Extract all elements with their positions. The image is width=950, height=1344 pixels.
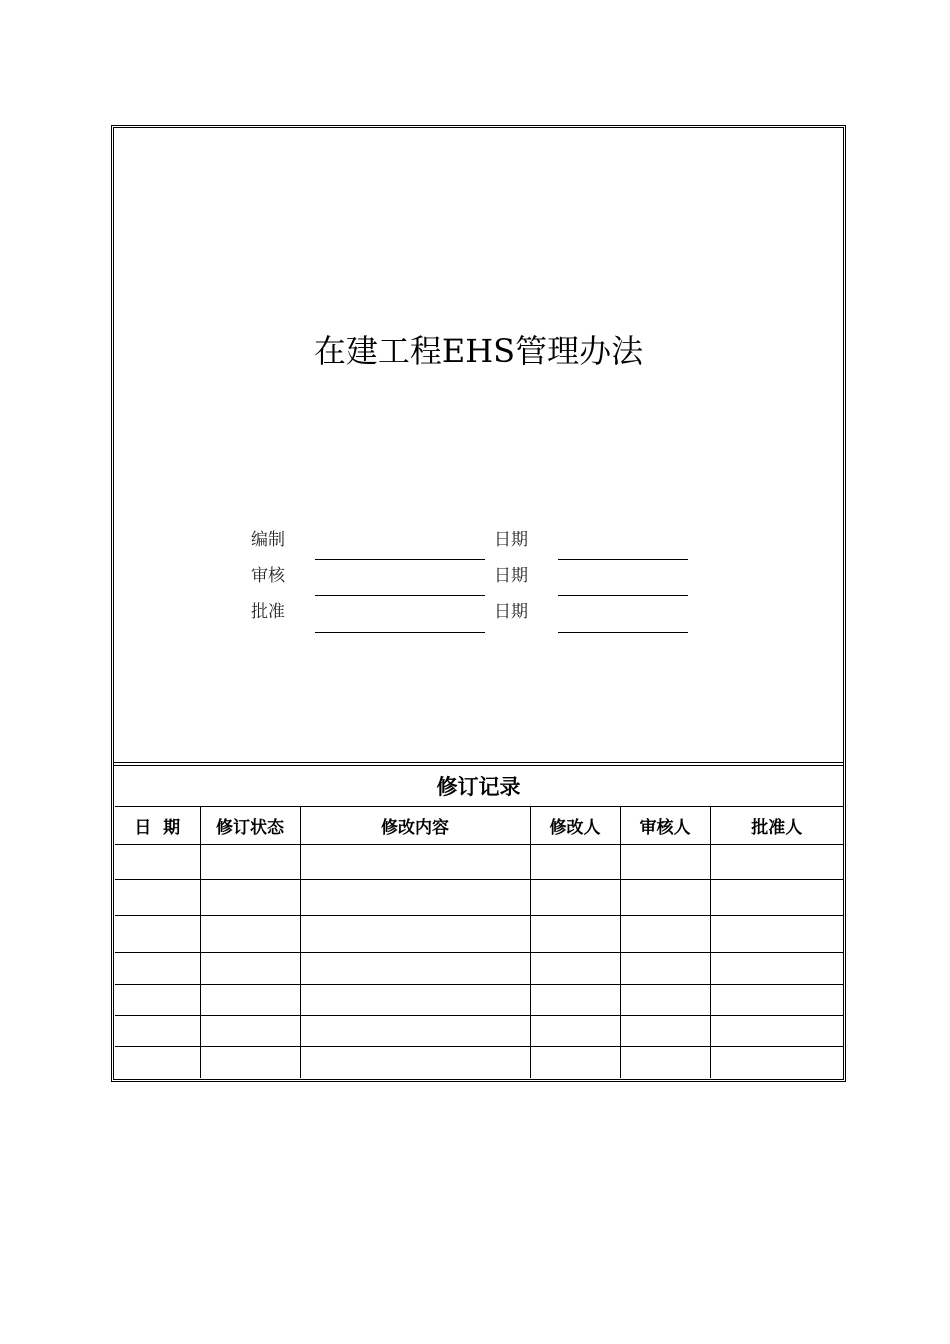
signoff-reviewed-date-label: 日期 bbox=[494, 566, 528, 586]
table-row bbox=[115, 845, 843, 880]
table-cell[interactable] bbox=[200, 845, 300, 880]
table-cell[interactable] bbox=[200, 880, 300, 916]
table-cell[interactable] bbox=[200, 1047, 300, 1078]
signoff-approved-date-line bbox=[558, 632, 688, 633]
column-header-status: 修订状态 bbox=[200, 807, 300, 845]
table-cell[interactable] bbox=[710, 953, 843, 985]
signoff-reviewed-line bbox=[315, 595, 485, 596]
signoff-reviewed-label: 审核 bbox=[251, 566, 285, 586]
table-cell[interactable] bbox=[300, 916, 530, 953]
table-cell[interactable] bbox=[620, 985, 710, 1016]
table-cell[interactable] bbox=[115, 1016, 200, 1047]
table-cell[interactable] bbox=[300, 1016, 530, 1047]
table-cell[interactable] bbox=[620, 1047, 710, 1078]
revision-header-row bbox=[115, 807, 843, 845]
table-cell[interactable] bbox=[200, 916, 300, 953]
signoff-prepared-line bbox=[315, 559, 485, 560]
cover-frame bbox=[111, 125, 846, 1082]
table-cell[interactable] bbox=[530, 1016, 620, 1047]
table-cell[interactable] bbox=[200, 985, 300, 1016]
column-header-content: 修改内容 bbox=[300, 807, 530, 845]
revision-separator bbox=[114, 762, 843, 766]
table-row bbox=[115, 880, 843, 916]
table-cell[interactable] bbox=[300, 845, 530, 880]
signoff-prepared-date-line bbox=[558, 559, 688, 560]
signoff-prepared-label: 编制 bbox=[251, 530, 285, 550]
table-cell[interactable] bbox=[530, 845, 620, 880]
column-header-modifier: 修改人 bbox=[530, 807, 620, 845]
table-cell[interactable] bbox=[300, 880, 530, 916]
table-cell[interactable] bbox=[115, 953, 200, 985]
signoff-prepared-date-label: 日期 bbox=[494, 530, 528, 550]
signoff-approved-label: 批准 bbox=[251, 602, 285, 622]
table-cell[interactable] bbox=[530, 985, 620, 1016]
table-cell[interactable] bbox=[620, 845, 710, 880]
table-cell[interactable] bbox=[710, 916, 843, 953]
table-cell[interactable] bbox=[300, 985, 530, 1016]
revision-table bbox=[115, 806, 843, 1078]
table-cell[interactable] bbox=[300, 1047, 530, 1078]
table-cell[interactable] bbox=[300, 953, 530, 985]
signoff-reviewed-date-line bbox=[558, 595, 688, 596]
table-cell[interactable] bbox=[710, 1016, 843, 1047]
revision-title: 修订记录 bbox=[436, 775, 521, 799]
table-cell[interactable] bbox=[710, 985, 843, 1016]
document-title: 在建工程EHS管理办法 bbox=[313, 332, 644, 370]
table-cell[interactable] bbox=[620, 1016, 710, 1047]
column-header-date: 日 期 bbox=[115, 807, 200, 845]
table-cell[interactable] bbox=[530, 1047, 620, 1078]
table-cell[interactable] bbox=[620, 953, 710, 985]
table-cell[interactable] bbox=[115, 845, 200, 880]
table-cell[interactable] bbox=[710, 845, 843, 880]
table-row bbox=[115, 953, 843, 985]
revision-rows bbox=[115, 845, 843, 1078]
table-cell[interactable] bbox=[620, 880, 710, 916]
signoff-approved-line bbox=[315, 632, 485, 633]
column-header-reviewer: 审核人 bbox=[620, 807, 710, 845]
table-cell[interactable] bbox=[115, 880, 200, 916]
table-row bbox=[115, 1047, 843, 1078]
table-cell[interactable] bbox=[710, 1047, 843, 1078]
table-cell[interactable] bbox=[115, 916, 200, 953]
table-cell[interactable] bbox=[710, 880, 843, 916]
table-cell[interactable] bbox=[200, 1016, 300, 1047]
table-cell[interactable] bbox=[200, 953, 300, 985]
table-row bbox=[115, 985, 843, 1016]
table-cell[interactable] bbox=[530, 880, 620, 916]
table-cell[interactable] bbox=[620, 916, 710, 953]
column-header-approver: 批准人 bbox=[710, 807, 843, 845]
table-cell[interactable] bbox=[530, 916, 620, 953]
signoff-approved-date-label: 日期 bbox=[494, 602, 528, 622]
table-cell[interactable] bbox=[115, 1047, 200, 1078]
table-row bbox=[115, 916, 843, 953]
table-row bbox=[115, 1016, 843, 1047]
table-cell[interactable] bbox=[530, 953, 620, 985]
table-cell[interactable] bbox=[115, 985, 200, 1016]
